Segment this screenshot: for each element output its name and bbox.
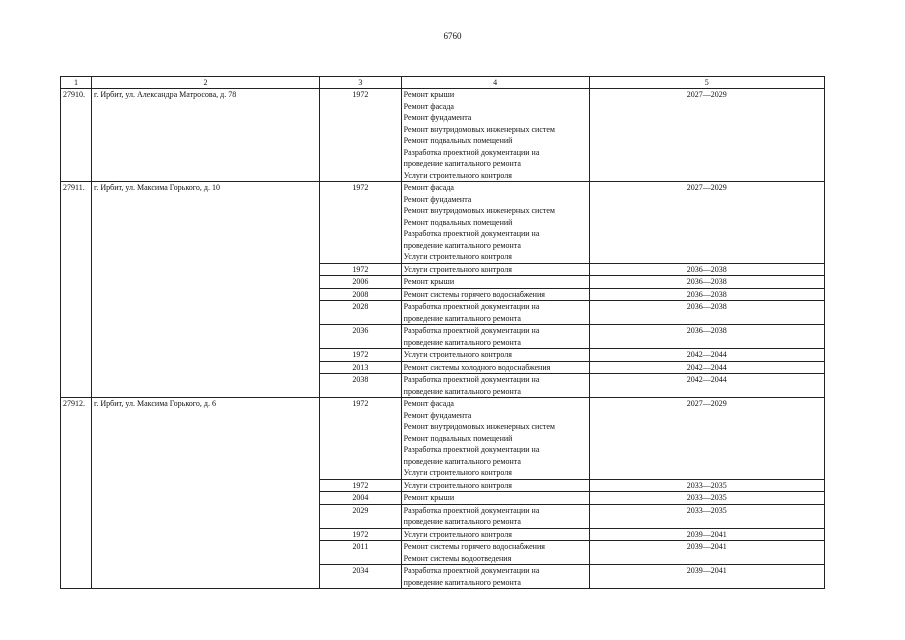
work-item: Услуги строительного контроля [403, 350, 512, 359]
work-item: Ремонт подвальных помещений [403, 433, 513, 443]
building-address: г. Ирбит, ул. Александра Матросова, д. 78 [91, 89, 319, 182]
work-item: Ремонт подвальных помещений [403, 136, 513, 145]
works-cell [401, 504, 589, 528]
works-cell [401, 325, 589, 349]
capital-repair-table [60, 76, 825, 589]
table-header-row [61, 77, 825, 89]
work-item: Разработка проектной документации на [403, 302, 540, 311]
work-item: Ремонт системы водоотведения [403, 553, 512, 563]
work-item: проведение капитального ремонта [403, 313, 521, 323]
year-cell: 2006 [320, 276, 402, 289]
work-item: Услуги строительного контроля [403, 252, 512, 261]
work-item: Разработка проектной документации на [403, 375, 540, 384]
work-item: Ремонт фасада [403, 101, 454, 111]
works-cell [401, 492, 589, 505]
work-item: Услуги строительного контроля [403, 468, 512, 477]
year-cell: 1972 [320, 479, 402, 492]
work-item: Услуги строительного контроля [403, 170, 512, 180]
work-item: проведение капитального ремонта [403, 159, 521, 168]
period-cell: 2033—2035 [589, 504, 824, 528]
work-item: Разработка проектной документации на [403, 229, 540, 238]
period-cell: 2036—2038 [589, 263, 824, 276]
table-row [61, 182, 825, 264]
building-address: г. Ирбит, ул. Максима Горького, д. 6 [91, 398, 319, 589]
period-cell: 2039—2041 [589, 565, 824, 589]
year-cell: 1972 [320, 182, 402, 264]
work-item: Ремонт подвальных помещений [403, 217, 513, 227]
works-cell [401, 349, 589, 362]
work-item: Ремонт фасада [403, 399, 454, 408]
year-cell: 1972 [320, 398, 402, 480]
works-cell [401, 276, 589, 289]
year-cell: 2029 [320, 504, 402, 528]
period-cell: 2027—2029 [589, 89, 824, 182]
work-item: Ремонт внутридомовых инженерных систем [403, 422, 555, 431]
year-cell: 2038 [320, 374, 402, 398]
works-cell [401, 301, 589, 325]
works-cell [401, 541, 589, 565]
work-item: проведение капитального ремонта [403, 337, 521, 347]
works-cell [401, 565, 589, 589]
period-cell: 2033—2035 [589, 479, 824, 492]
works-cell [401, 374, 589, 398]
work-item: Разработка проектной документации на [403, 147, 540, 157]
work-item: Разработка проектной документации на [403, 566, 540, 575]
record-number: 27910. [61, 89, 92, 182]
work-item: Ремонт внутридомовых инженерных систем [403, 206, 555, 215]
work-item: Разработка проектной документации на [403, 445, 540, 454]
work-item: проведение капитального ремонта [403, 517, 521, 526]
work-item: Ремонт системы горячего водоснабжения [403, 542, 545, 551]
year-cell: 1972 [320, 349, 402, 362]
column-number-3: 3 [320, 77, 402, 89]
period-cell: 2036—2038 [589, 325, 824, 349]
year-cell: 1972 [320, 263, 402, 276]
work-item: Услуги строительного контроля [403, 529, 512, 539]
table-row [61, 89, 825, 182]
building-address: г. Ирбит, ул. Максима Горького, д. 10 [91, 182, 319, 398]
work-item: Услуги строительного контроля [403, 480, 512, 490]
column-number-4: 4 [401, 77, 589, 89]
period-cell: 2027—2029 [589, 398, 824, 480]
work-item: Ремонт крыши [403, 277, 455, 286]
works-cell [401, 398, 589, 480]
period-cell: 2027—2029 [589, 182, 824, 264]
period-cell: 2033—2035 [589, 492, 824, 505]
period-cell: 2036—2038 [589, 288, 824, 301]
year-cell: 2008 [320, 288, 402, 301]
period-cell: 2039—2041 [589, 541, 824, 565]
work-item: Ремонт крыши [403, 493, 455, 502]
work-item: проведение капитального ремонта [403, 240, 521, 250]
column-number-5: 5 [589, 77, 824, 89]
period-cell: 2042—2044 [589, 361, 824, 374]
table-row [61, 398, 825, 480]
work-item: Разработка проектной документации на [403, 326, 540, 335]
work-item: проведение капитального ремонта [403, 456, 521, 466]
period-cell: 2039—2041 [589, 528, 824, 541]
year-cell: 1972 [320, 528, 402, 541]
work-item: проведение капитального ремонта [403, 577, 521, 587]
works-cell [401, 479, 589, 492]
column-number-1: 1 [61, 77, 92, 89]
works-cell [401, 263, 589, 276]
period-cell: 2036—2038 [589, 301, 824, 325]
record-number: 27911. [61, 182, 92, 398]
work-item: Ремонт фасада [403, 183, 454, 192]
year-cell: 1972 [320, 89, 402, 182]
works-cell [401, 182, 589, 264]
work-item: Ремонт системы холодного водоснабжения [403, 362, 551, 372]
period-cell: 2042—2044 [589, 349, 824, 362]
period-cell: 2042—2044 [589, 374, 824, 398]
year-cell: 2034 [320, 565, 402, 589]
work-item: Ремонт внутридомовых инженерных систем [403, 124, 555, 134]
page-number: 6760 [443, 31, 462, 41]
work-item: Ремонт системы горячего водоснабжения [403, 289, 545, 299]
work-item: Ремонт фундамента [403, 410, 472, 420]
works-cell [401, 528, 589, 541]
work-item: Услуги строительного контроля [403, 264, 512, 274]
year-cell: 2028 [320, 301, 402, 325]
works-cell [401, 361, 589, 374]
work-item: Ремонт фундамента [403, 194, 472, 204]
record-number: 27912. [61, 398, 92, 589]
year-cell: 2036 [320, 325, 402, 349]
year-cell: 2011 [320, 541, 402, 565]
work-item: Разработка проектной документации на [403, 505, 540, 515]
year-cell: 2004 [320, 492, 402, 505]
column-number-2: 2 [91, 77, 319, 89]
period-cell: 2036—2038 [589, 276, 824, 289]
work-item: Ремонт фундамента [403, 113, 472, 122]
work-item: проведение капитального ремонта [403, 386, 521, 396]
works-cell [401, 89, 589, 182]
works-cell [401, 288, 589, 301]
year-cell: 2013 [320, 361, 402, 374]
work-item: Ремонт крыши [403, 90, 455, 99]
